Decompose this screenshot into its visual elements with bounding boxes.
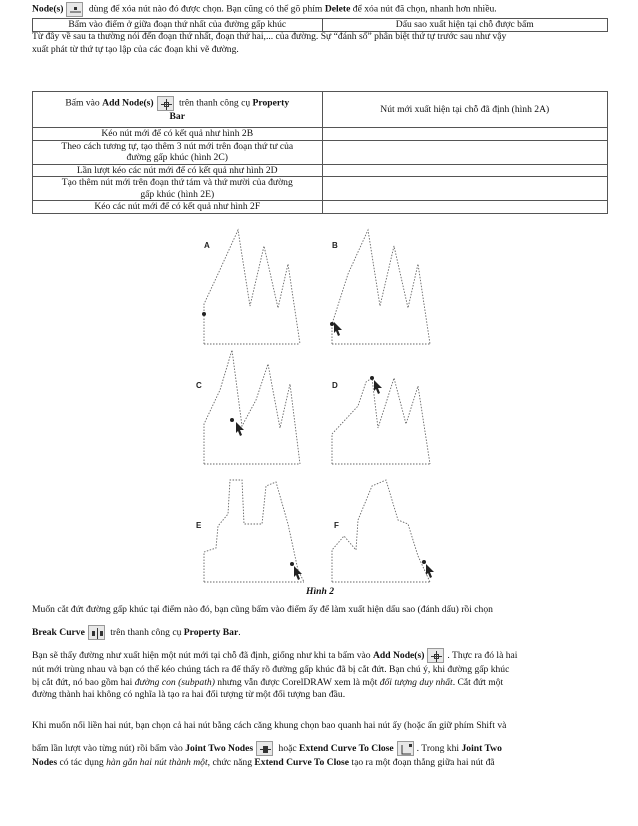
fig-label-a: A [204,241,210,250]
para4-l3c: tạo ra một đoạn thẳng giữa hai nút đã [349,756,495,768]
step6-action: Kéo các nút mới để có kết quả như hình 2F [33,201,323,214]
figure-svg [192,224,462,584]
add-node-icon [157,96,174,111]
para2 [32,604,608,641]
extend-curve-label-2: Extend Curve To Close [254,756,350,768]
intro-line [32,2,608,17]
para4-l2c: . Trong khi [416,742,462,754]
step2-result [322,128,608,141]
weld-term: hàn gắn hai nút thành một [106,756,208,768]
intro-text-2: để xóa nút đã chọn, nhanh hơn nhiều. [350,3,497,15]
para4-l2a: bấm lần lượt vào từng nút) rồi bấm vào [32,742,186,754]
para3-l3c: . Cắt đứt một [452,676,504,688]
para2-end: . [238,626,241,638]
step5-action [33,177,323,201]
break-curve-label: Break Curve [32,626,85,638]
intro-text-1: dùng để xóa nút nào đó được chọn. Bạn cũng có thể gõ phím [86,3,325,15]
delete-node-icon [66,2,83,17]
add-node-label-2: Add Node(s) [372,650,425,661]
para1-line1: Từ đây về sau ta thường nói đến đoạn thứ nhất, đoạn thứ hai,... của đường. Sự “đánh số” phân biệt thứ tự trước sau như vậy [32,31,507,42]
para2-line1: Muốn cắt đứt đường gấp khúc tại điểm nào đó, bạn cũng bấm vào điểm ấy để làm xuất hiện dấu sao (đánh dấu) rồi chọn [32,604,493,615]
para3-l1b: . Thực ra đó là hai [447,650,518,661]
para2-line2 [32,625,608,641]
figure-caption: Hình 2 [306,586,334,597]
step4-action: Lần lượt kéo các nút mới để có kết quả như hình 2D [33,164,323,177]
step0-result: Dấu sao xuất hiện tại chỗ được bấm [322,19,608,32]
step3-result [322,140,608,164]
step3-action [33,140,323,164]
para4-line1: Khi muốn nối liền hai nút, bạn chọn cả hai nút bằng cách căng khung chọn bao quanh hai nút ấy (hoặc ấn giữ phím Shift và [32,720,507,731]
break-curve-icon [88,625,105,640]
joint-two-label: Joint Two [461,742,502,754]
fig-label-f: F [334,521,339,530]
para3-line2: nút mới trùng nhau và bạn có thể kéo chúng tách ra để thấy rõ đường gấp khúc đã bị cắt đứt. Bạn chú ý, khi đường gấp khúc [32,664,510,675]
nodes-label: Nodes [32,756,58,768]
bar-label: Bar [169,111,185,123]
para4-l3b: , chức năng [207,756,255,768]
node-label: Node(s) [32,3,64,15]
step3-line2: đường gấp khúc (hình 2C) [126,152,228,163]
delete-key: Delete [324,3,351,15]
joint-two-nodes-label: Joint Two Nodes [185,742,254,754]
fig-label-b: B [332,241,338,250]
step0-action: Bấm vào điểm ở giữa đoạn thứ nhất của đường gấp khúc [33,19,323,32]
joint-nodes-icon [256,741,273,756]
extend-curve-icon [397,741,414,756]
para3-l3b: nhưng vẫn được CorelDRAW xem là một [214,676,380,688]
step1-mid: trên thanh công cụ [176,97,253,109]
step1-result: Nút mới xuất hiện tại chỗ đã định (hình 2A) [322,92,608,128]
add-node-icon-2 [427,648,444,663]
para3-l1a: Bạn sẽ thấy đường như xuất hiện một nút mới tại chỗ đã định, giống như khi ta bấm vào [32,650,373,661]
para4-line3 [32,757,608,770]
single-object-term: đối tượng duy nhất [379,676,453,688]
para3-l3a: bị cắt đứt, nó bao gồm hai [32,676,135,688]
extend-curve-label: Extend Curve To Close [299,742,394,754]
subpath-term: đường con (subpath) [134,676,215,688]
step1-pre: Bấm vào [65,97,103,109]
step-table-top [32,18,608,32]
step4-result [322,164,608,177]
fig-label-c: C [196,381,202,390]
para3-line4: đường thành hai không có nghĩa là tạo ra hai đối tượng từ một đối tượng ban đầu. [32,689,346,700]
step-table [32,91,608,214]
step1-action [33,92,323,128]
property-bar-label: Property Bar [183,626,239,638]
para3-line3 [32,677,608,690]
para4-line2 [32,741,608,757]
step5-line1: Tạo thêm nút mới trên đoạn thứ tám và thứ mười của đường [61,177,293,188]
step6-result [322,201,608,214]
property-label: Property [252,97,290,109]
para1 [32,31,608,56]
figure-2 [192,224,462,584]
step3-line1: Theo cách tương tự, tạo thêm 3 nút mới trên đoạn thứ tư của [61,140,294,152]
para2-text: trên thanh công cụ [107,626,184,638]
para4 [32,720,608,769]
add-node-label: Add Node(s) [102,97,154,109]
step5-line2: gấp khúc (hình 2E) [140,188,215,200]
para4-l2b: hoặc [276,742,300,754]
para3 [32,648,608,702]
step5-result [322,177,608,201]
step2-action: Kéo nút mới để có kết quả như hình 2B [33,128,323,141]
para4-l3a: có tác dụng [57,756,107,768]
fig-label-e: E [196,521,202,530]
para1-line2: xuất phát từ thứ tự tạo lập của các đoạn khi vẽ đường. [32,43,239,55]
para3-line1 [32,648,608,664]
fig-label-d: D [332,381,338,390]
